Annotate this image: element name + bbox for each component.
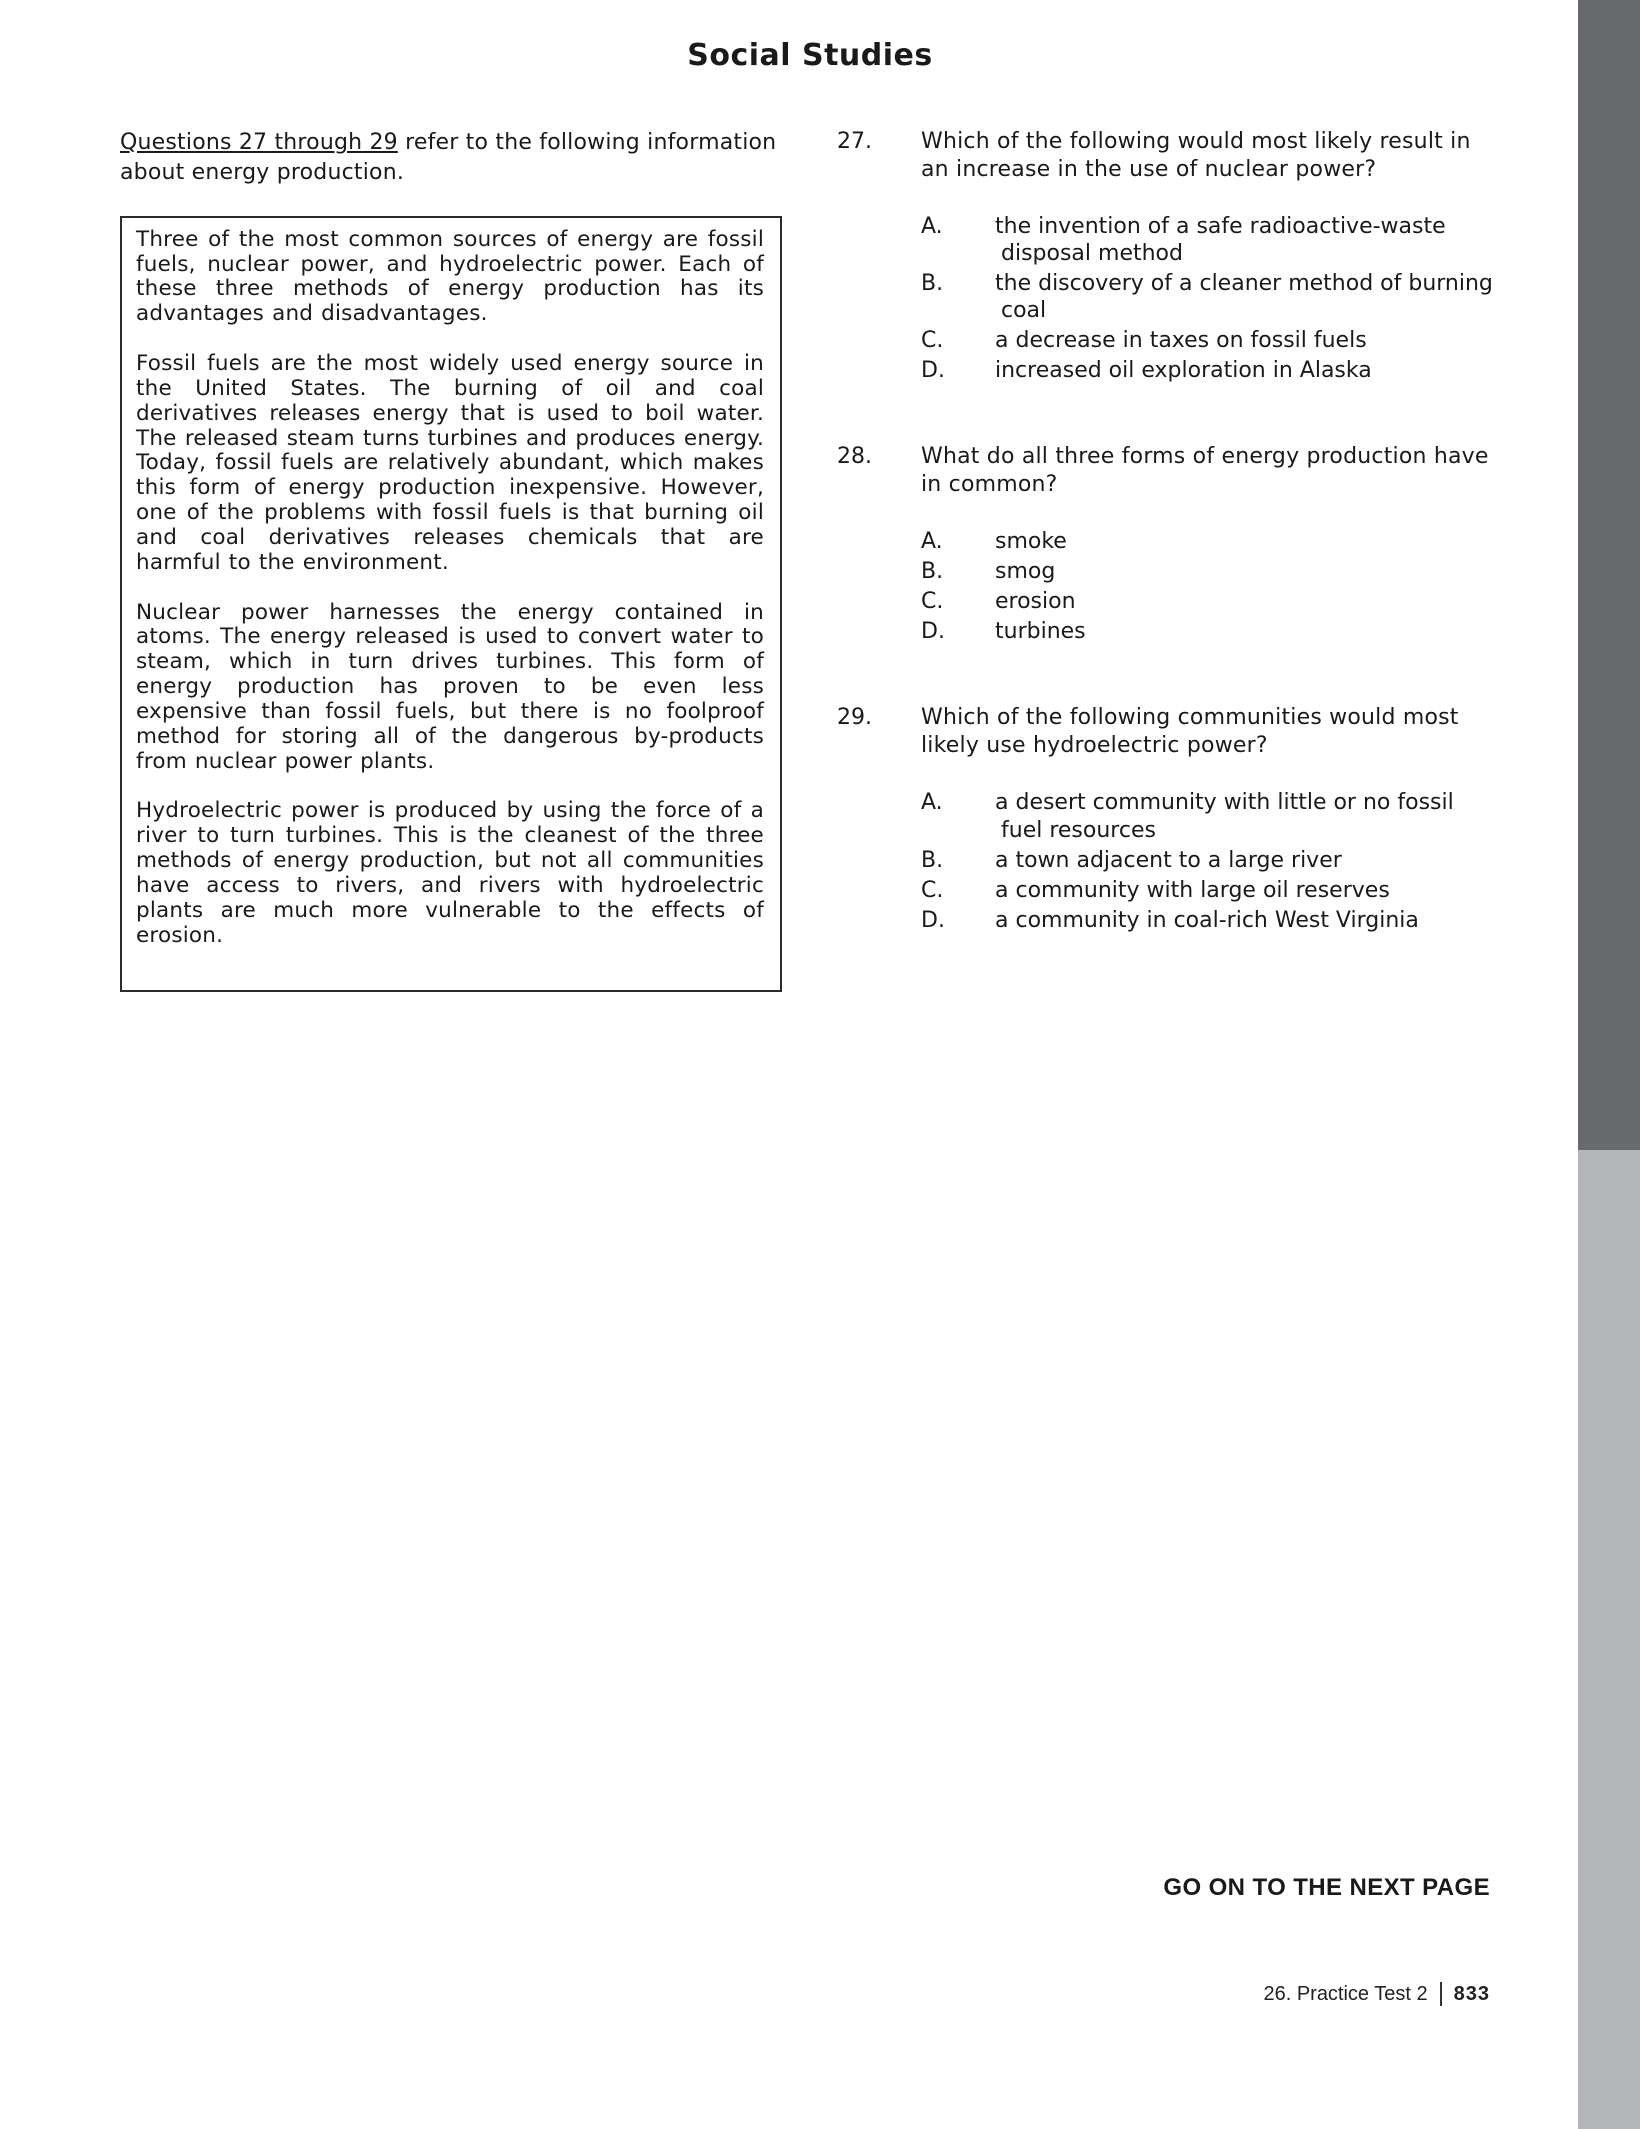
option-29a <box>921 789 1497 843</box>
question-28 <box>837 443 1497 648</box>
option-text: a town adjacent to a large river <box>995 847 1342 873</box>
option-text: a desert community with little or no fossil fuel resources <box>995 790 1454 843</box>
question-27 <box>837 128 1497 387</box>
option-28d <box>921 618 1497 645</box>
question-text: What do all three forms of energy production have in common? <box>921 444 1489 497</box>
page-edge-tab <box>1578 0 1640 2129</box>
option-text: increased oil exploration in Alaska <box>995 358 1372 384</box>
option-28a <box>921 528 1497 555</box>
passage-paragraph-4: Hydroelectric power is produced by using the force of a river to turn turbines. This is the cleanest of the three methods of energy production, but not all communities have access to rivers, and rivers with hydroelectric plants are much more vulnerable to the effects of erosion. <box>136 798 764 948</box>
option-letter: B. <box>921 847 944 873</box>
question-29 <box>837 704 1497 936</box>
question-number: 28. <box>837 444 872 470</box>
edge-tab-dark <box>1578 0 1640 1150</box>
option-27c <box>921 327 1497 354</box>
go-on-instruction: GO ON TO THE NEXT PAGE <box>1163 1874 1490 1901</box>
option-27b <box>921 270 1497 324</box>
footer-page-number: 833 <box>1453 1982 1490 2005</box>
option-27a <box>921 213 1497 267</box>
option-text: the invention of a safe radioactive-waste disposal method <box>995 214 1446 267</box>
passage-box <box>120 216 782 993</box>
edge-tab-light <box>1578 1150 1640 2129</box>
footer-book-section: 26. Practice Test 2 <box>1263 1982 1428 2005</box>
option-text: smog <box>995 559 1056 585</box>
options-list <box>921 789 1497 933</box>
question-text: Which of the following would most likely result in an increase in the use of nuclear power? <box>921 129 1471 182</box>
question-body <box>921 128 1497 387</box>
question-text: Which of the following communities would most likely use hydroelectric power? <box>921 705 1459 758</box>
option-28b <box>921 558 1497 585</box>
footer-divider <box>1440 1982 1442 2006</box>
option-letter: C. <box>921 877 944 903</box>
option-29b <box>921 847 1497 874</box>
passage-paragraph-2: Fossil fuels are the most widely used energy source in the United States. The burning of oil and coal derivatives releases energy that is used to boil water. The released steam turns turbines and produces energy. Today, fossil fuels are relatively abundant, which makes this form of energy production inexpensive. However, one of the problems with fossil fuels is that burning oil and coal derivatives releases chemicals that are harmful to the environment. <box>136 351 764 575</box>
passage-paragraph-1: Three of the most common sources of energy are fossil fuels, nuclear power, and hydroelectric power. Each of these three methods of energy production has its advantages and disadvantages. <box>136 226 764 327</box>
option-text: the discovery of a cleaner method of burning coal <box>995 271 1493 324</box>
intro-rest: refer to the following information about energy production. <box>120 130 777 185</box>
option-text: smoke <box>995 529 1067 555</box>
left-column <box>120 128 782 992</box>
right-column <box>837 128 1497 993</box>
options-list <box>921 528 1497 645</box>
option-letter: C. <box>921 589 944 615</box>
option-29d <box>921 907 1497 934</box>
option-letter: A. <box>921 790 943 816</box>
option-letter: A. <box>921 214 943 239</box>
option-letter: D. <box>921 907 945 933</box>
question-body <box>921 704 1497 936</box>
intro-question-range: Questions 27 through 29 <box>120 130 398 155</box>
question-number: 27. <box>837 129 872 154</box>
option-letter: B. <box>921 271 944 297</box>
option-letter: D. <box>921 358 945 384</box>
option-text: turbines <box>995 619 1086 645</box>
option-letter: A. <box>921 529 943 555</box>
options-list <box>921 213 1497 384</box>
option-text: a community with large oil reserves <box>995 877 1390 903</box>
option-text: a decrease in taxes on fossil fuels <box>995 328 1367 354</box>
question-body <box>921 443 1497 648</box>
question-number: 29. <box>837 705 872 731</box>
option-27d <box>921 357 1497 384</box>
option-29c <box>921 877 1497 904</box>
option-letter: B. <box>921 559 944 585</box>
option-letter: D. <box>921 619 945 645</box>
option-letter: C. <box>921 328 944 354</box>
section-title: Social Studies <box>687 38 933 73</box>
option-text: erosion <box>995 589 1076 615</box>
passage-paragraph-3: Nuclear power harnesses the energy contained in atoms. The energy released is used to convert water to steam, which in turn drives turbines. This form of energy production has proven to be even less expensive than fossil fuels, but there is no foolproof method for storing all of the dangerous by-products from nuclear power plants. <box>136 599 764 774</box>
passage-intro <box>120 128 782 188</box>
page-footer <box>1263 1982 1490 2006</box>
option-28c <box>921 588 1497 615</box>
option-text: a community in coal-rich West Virginia <box>995 907 1419 933</box>
